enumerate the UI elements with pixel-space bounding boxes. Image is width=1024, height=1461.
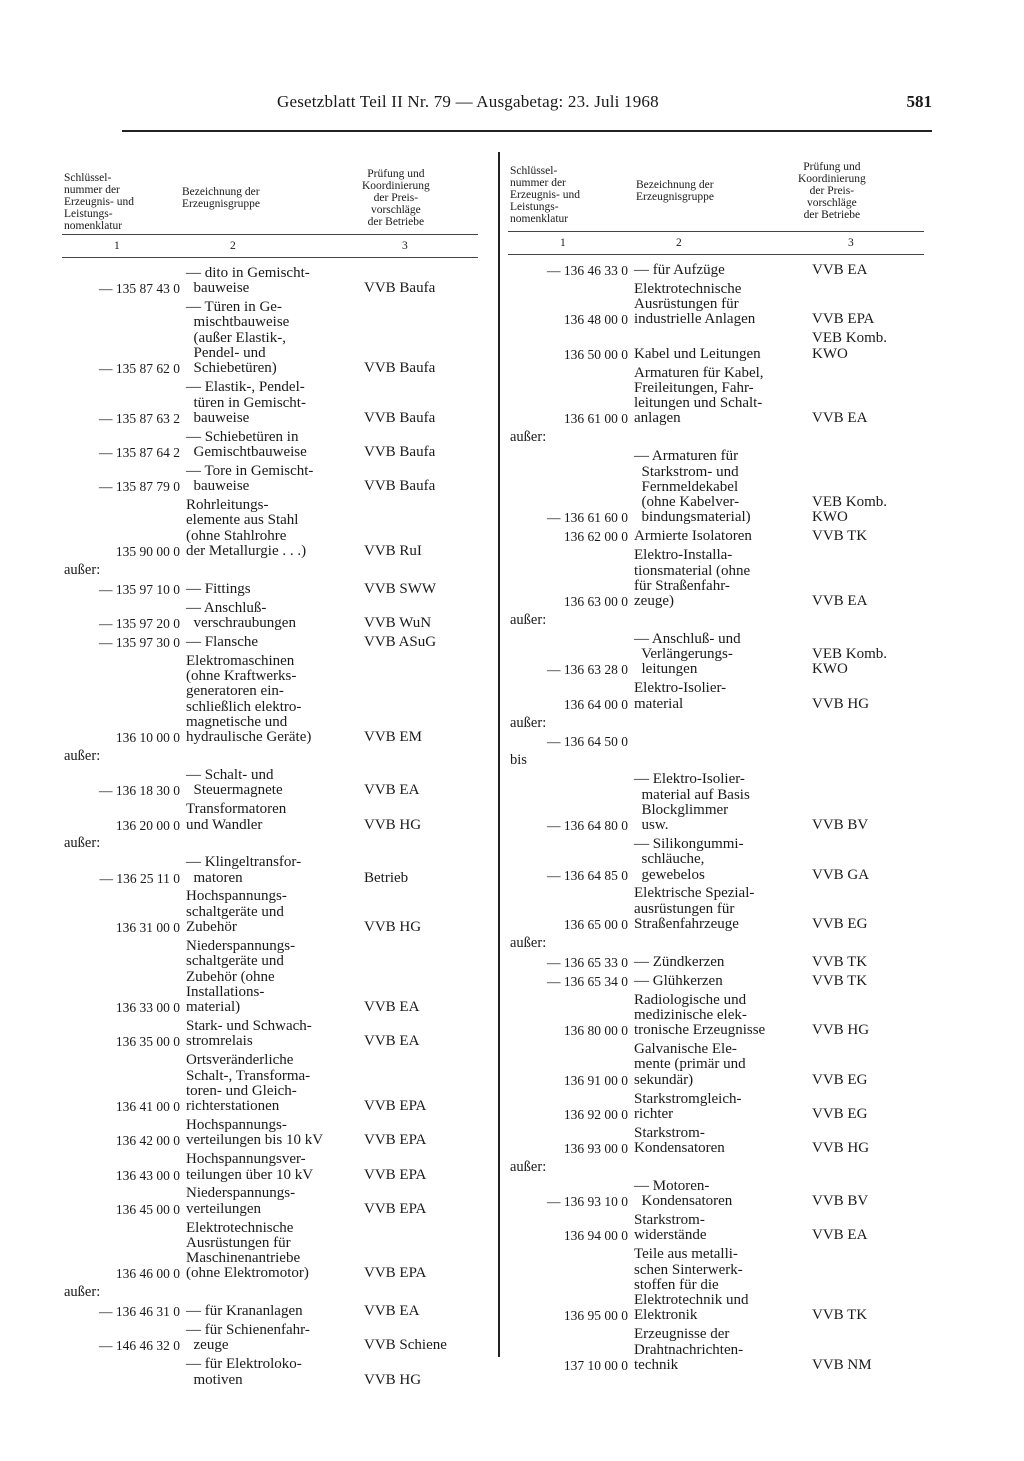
product-group: Transformatoren und Wandler [186,801,287,833]
header-product-group: Bezeichnung der Erzeugnisgruppe [636,179,714,203]
responsible-body: VVB EPA [364,1098,427,1115]
header-price-review: Prüfung und Koordinierung der Preis- vorschläge der Betriebe [798,161,866,221]
table-row [508,613,924,628]
table-row [508,716,924,731]
table-row [62,1285,478,1300]
header-price-review: Prüfung und Koordinierung der Preis- vorschläge der Betriebe [362,168,430,228]
table-row [62,654,478,746]
key-number: 136 63 00 0 [563,594,628,610]
table-row [508,681,924,712]
table-row [508,1042,924,1088]
responsible-body: VVB EG [812,1105,868,1122]
responsible-body: VEB Komb. KWO [812,330,887,362]
table-row [62,582,478,597]
key-number: — 136 64 80 0 [547,818,628,834]
product-group: — Schalt- und Steuermagnete [186,767,283,799]
key-number: 137 10 00 0 [563,1357,628,1373]
key-number: — 136 61 60 0 [547,510,628,526]
column-numbers [62,235,478,258]
key-number: 136 33 00 0 [115,1000,180,1016]
key-number: — 135 97 20 0 [99,615,180,631]
key-number: 136 50 00 0 [563,346,628,362]
header-product-group: Bezeichnung der Erzeugnisgruppe [182,186,260,210]
table-row [508,1327,924,1373]
product-group: Kabel und Leitungen [634,345,761,362]
responsible-body: VVB EG [812,1071,868,1088]
responsible-body: VVB HG [812,695,870,712]
product-group: — Zündkerzen [634,953,725,970]
key-number: — 135 87 62 0 [99,361,180,377]
table-row [62,380,478,426]
responsible-body: VVB EA [364,1033,420,1050]
key-number: bis [510,752,527,769]
column-number-2: 2 [676,237,682,249]
product-group: — Klingeltransfor- matoren [186,854,302,886]
product-group: Galvanische Ele- mente (primär und sekundär) [634,1041,746,1088]
table-row [62,498,478,559]
product-group: Armierte Isolatoren [634,528,752,545]
table-row [508,263,924,278]
table-row [508,1213,924,1244]
key-number: — 135 87 64 2 [99,445,180,461]
product-group: — für Elektroloko- motiven [186,1356,302,1388]
product-group: — Armaturen für Starkstrom- und Fernmeldekabel (ohne Kabelver- bindungsmaterial) [634,448,751,526]
publication-title: Gesetzblatt Teil II Nr. 79 — Ausgabetag: 23. Juli 1968 [277,92,659,111]
product-group: Hochspannungsver- teilungen über 10 kV [186,1151,314,1183]
key-number: außer: [64,835,101,852]
responsible-body: VVB EPA [364,1265,427,1282]
key-number: — 136 64 50 0 [547,734,628,750]
responsible-body: VVB SWW [364,580,437,597]
key-number: — 135 97 30 0 [99,634,180,650]
table-row [62,430,478,461]
key-number: 136 80 00 0 [563,1023,628,1039]
key-number: — 136 65 33 0 [547,954,628,970]
table-row [62,1118,478,1149]
table-row [508,548,924,609]
table-row [62,300,478,376]
key-number: — 135 87 43 0 [99,281,180,297]
table-row [508,449,924,525]
key-number: außer: [510,611,547,628]
product-group: — für Schienenfahr- zeuge [186,1322,310,1354]
responsible-body: VVB EPA [364,1166,427,1183]
product-group: — Türen in Ge- mischtbauweise (außer Elastik-, Pendel- und Schiebetüren) [186,299,290,377]
key-number: 136 94 00 0 [563,1228,628,1244]
key-number: 135 90 00 0 [115,544,180,560]
key-number: 136 62 00 0 [563,529,628,545]
key-number: 136 31 00 0 [115,920,180,936]
responsible-body: VVB BV [812,1193,869,1210]
product-group: — für Aufzüge [634,262,725,278]
table-row [508,993,924,1039]
responsible-body: VEB Komb. KWO [812,646,887,678]
responsible-body: VVB TK [812,1307,868,1324]
key-number: 136 41 00 0 [115,1099,180,1115]
product-group: — Tore in Gemischt- bauweise [186,462,314,495]
product-group: — Fittings [186,580,251,597]
table-row [62,1186,478,1217]
page-header [122,92,932,122]
responsible-body: VVB EA [812,262,868,278]
product-group: Elektrotechnische Ausrüstungen für industrielle Anlagen [634,280,756,328]
product-group: — Glühkerzen [634,972,723,989]
product-group: Hochspannungs- verteilungen bis 10 kV [186,1117,324,1149]
table-row [508,1092,924,1123]
key-number: 136 48 00 0 [563,312,628,328]
table-row [62,601,478,632]
responsible-body: VVB EPA [364,1200,427,1217]
table-row [508,955,924,970]
product-group: Armaturen für Kabel, Freileitungen, Fahr- leitungen und Schalt- anlagen [634,364,764,427]
responsible-body: VVB Baufa [364,444,436,461]
responsible-body: VVB EA [812,1227,868,1244]
key-number: — 135 87 63 2 [99,410,180,426]
product-group: Elektro-Isolier- material [634,680,727,712]
product-group: — dito in Gemischt- bauweise [186,265,310,297]
responsible-body: VVB EA [812,410,868,427]
key-number: — 136 46 33 0 [547,263,628,278]
key-number: außer: [64,561,101,578]
table-row [62,802,478,833]
table-row [62,1221,478,1282]
key-number: 136 10 00 0 [115,730,180,746]
key-number: außer: [64,748,101,765]
table-row [62,1357,478,1388]
product-group: Elektrische Spezial- ausrüstungen für Straßenfahrzeuge [634,885,755,933]
table-row [62,855,478,886]
key-number: 136 93 00 0 [563,1141,628,1157]
table-row [508,1179,924,1210]
responsible-body: VVB ASuG [364,633,437,650]
responsible-body: VVB EPA [364,1132,427,1149]
responsible-body: VVB HG [364,1371,422,1388]
responsible-body: VVB HG [364,919,422,936]
product-group: Niederspannungs- schaltgeräte und Zubehör (ohne Installations- material) [186,937,296,1016]
table-row [508,734,924,749]
table-row [62,749,478,764]
header-key-number: Schlüssel- nummer der Erzeugnis- und Leistungs- nomenklatur [64,172,134,232]
table-row [508,529,924,544]
table-row [62,836,478,851]
column-number-3: 3 [848,237,854,249]
key-number: — 136 93 10 0 [547,1194,628,1210]
product-group: Starkstrom- widerstände [634,1212,707,1244]
product-group: Starkstrom- Kondensatoren [634,1124,725,1157]
product-group: — Silikongummi- schläuche, gewebelos [634,836,744,883]
responsible-body: VVB Baufa [364,360,436,377]
key-number: — 135 87 79 0 [99,479,180,495]
responsible-body: VVB NM [812,1356,872,1373]
key-number: 136 45 00 0 [115,1201,180,1217]
product-group: — Flansche [186,633,259,650]
key-number: — 136 18 30 0 [99,783,180,799]
key-number: — 146 46 32 0 [99,1338,180,1354]
table-row [508,772,924,833]
key-number: — 136 63 28 0 [547,662,628,678]
product-group: Teile aus metalli- schen Sinterwerk- stoffen für die Elektrotechnik und Elektronik [634,1246,749,1324]
product-group: Ortsveränderliche Schalt-, Transforma- toren- und Gleich- richterstationen [186,1052,311,1115]
table-row [62,1323,478,1354]
key-number: 136 35 00 0 [115,1034,180,1050]
product-group: — Schiebetüren in Gemischtbauweise [186,428,307,461]
left-rows [62,266,478,1388]
product-group: Elektromaschinen (ohne Kraftwerks- generatoren ein- schließlich elektro- magnetische und hydraulische Geräte) [186,652,312,746]
key-number: 136 42 00 0 [115,1133,180,1149]
table-header [62,158,478,235]
table-row [508,366,924,427]
column-numbers [508,232,924,255]
key-number: 136 65 00 0 [563,917,628,933]
key-number: außer: [510,1158,547,1175]
product-group: Hochspannungs- schaltgeräte und Zubehör [186,888,287,936]
responsible-body: VVB EM [364,729,422,746]
table-header [508,155,924,232]
table-row [508,753,924,768]
responsible-body: VVB Baufa [364,409,436,426]
product-group: Elektro-Installa- tionsmaterial (ohne für Straßenfahr- zeuge) [634,547,751,610]
header-key-number: Schlüssel- nummer der Erzeugnis- und Leistungs- nomenklatur [510,165,580,225]
table-row [508,632,924,678]
key-number: 136 91 00 0 [563,1072,628,1088]
product-group: — Anschluß- und Verlängerungs- leitungen [634,630,741,678]
table-row [508,430,924,445]
responsible-body: VVB Baufa [364,478,436,495]
key-number: außer: [64,1284,101,1301]
responsible-body: VEB Komb. KWO [812,494,887,526]
column-number-1: 1 [560,237,566,249]
product-group: Erzeugnisse der Drahtnachrichten- technik [634,1326,744,1373]
responsible-body: VVB TK [812,528,868,545]
column-number-1: 1 [114,240,120,252]
table-row [62,635,478,650]
responsible-body: VVB EA [812,593,868,610]
table-row [62,563,478,578]
responsible-body: VVB EA [364,782,420,799]
responsible-body: VVB HG [364,816,422,833]
responsible-body: VVB EA [364,1303,420,1320]
responsible-body: Betrieb [364,869,409,886]
product-group: — Motoren- Kondensatoren [634,1177,733,1210]
responsible-body: VVB EG [812,916,868,933]
key-number: — 136 65 34 0 [547,973,628,989]
table-row [62,1152,478,1183]
responsible-body: VVB RuI [364,543,422,560]
header-rule [122,130,932,132]
key-number: — 136 25 11 0 [99,870,180,886]
key-number: außer: [510,429,547,446]
table-row [62,464,478,495]
left-table [62,158,478,1392]
table-row [508,936,924,951]
key-number: 136 95 00 0 [563,1308,628,1324]
table-row [508,837,924,883]
responsible-body: VVB TK [812,953,868,970]
key-number: außer: [510,714,547,731]
table-row [508,1126,924,1157]
table-row [62,266,478,297]
column-number-3: 3 [402,240,408,252]
table-row [62,939,478,1015]
table-row [508,282,924,328]
table-row [62,1053,478,1114]
product-group: Rohrleitungs- elemente aus Stahl (ohne Stahlrohre der Metallurgie . . .) [186,497,307,560]
responsible-body: VVB HG [812,1022,870,1039]
table-row [508,1247,924,1323]
column-divider [498,152,500,1357]
table-row [508,1160,924,1175]
key-number: — 135 97 10 0 [99,581,180,597]
key-number: — 136 64 85 0 [547,867,628,883]
responsible-body: VVB EA [364,999,420,1016]
key-number: 136 64 00 0 [563,696,628,712]
table-row [62,1304,478,1319]
key-number: 136 61 00 0 [563,411,628,427]
responsible-body: VVB EPA [812,311,875,328]
key-number: — 136 46 31 0 [99,1304,180,1320]
responsible-body: VVB WuN [364,614,432,631]
product-group: Niederspannungs- verteilungen [186,1185,296,1217]
right-rows [508,263,924,1373]
key-number: außer: [510,934,547,951]
product-group: — Anschluß- verschraubungen [186,599,296,631]
table-row [508,331,924,362]
product-group: Stark- und Schwach- stromrelais [186,1018,312,1050]
responsible-body: VVB GA [812,866,870,883]
table-row [62,1019,478,1050]
key-number: 136 43 00 0 [115,1167,180,1183]
product-group: — Elastik-, Pendel- türen in Gemischt- bauweise [186,379,306,426]
key-number: 136 92 00 0 [563,1106,628,1122]
product-group: Elektrotechnische Ausrüstungen für Maschinenantriebe (ohne Elektromotor) [186,1219,309,1282]
key-number: 136 20 00 0 [115,817,180,833]
product-group: — Elektro-Isolier- material auf Basis Blockglimmer usw. [634,771,750,834]
table-row [508,886,924,932]
product-group: Radiologische und medizinische elek- tronische Erzeugnisse [634,991,766,1039]
right-table [508,155,924,1377]
responsible-body: VVB Baufa [364,280,436,297]
responsible-body: VVB BV [812,817,869,834]
responsible-body: VVB TK [812,972,868,989]
table-row [508,974,924,989]
table-row [62,889,478,935]
table-row [62,768,478,799]
responsible-body: VVB HG [812,1140,870,1157]
key-number: 136 46 00 0 [115,1266,180,1282]
page-number: 581 [906,92,932,111]
column-number-2: 2 [230,240,236,252]
product-group: — für Krananlagen [186,1303,303,1320]
product-group: Starkstromgleich- richter [634,1090,742,1122]
responsible-body: VVB Schiene [364,1337,447,1354]
